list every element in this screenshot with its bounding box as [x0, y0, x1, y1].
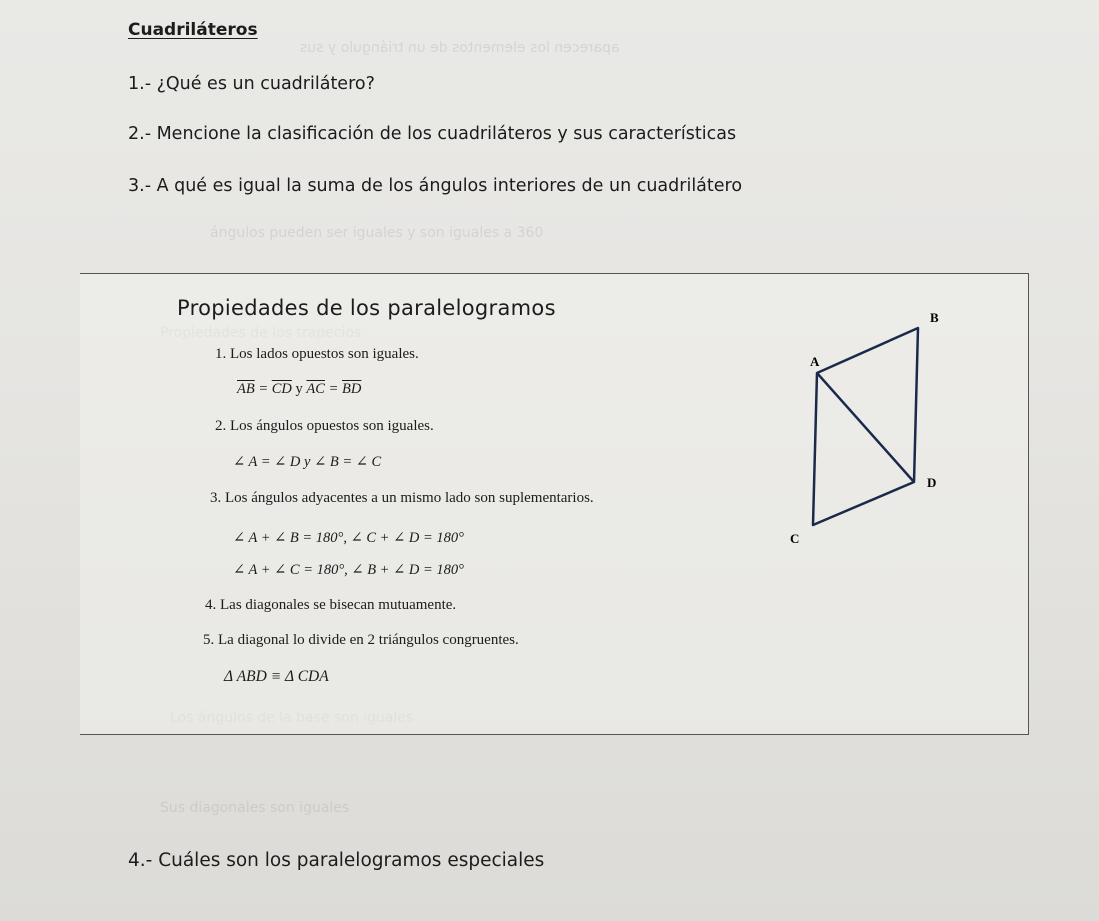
property-1-equation — [237, 381, 361, 398]
property-5-equation: Δ ABD ≡ Δ CDA — [224, 668, 329, 685]
diagonal-ad — [817, 373, 914, 482]
vertex-label-d: D — [927, 475, 937, 490]
equals-sign: = — [254, 381, 272, 397]
bleed-through-text: Sus diagonales son iguales — [160, 800, 350, 816]
segment-bd: $\overline{BD}$ — [342, 381, 362, 397]
segment-ac: $\overline{AC}$ — [306, 381, 325, 397]
page-title: Cuadriláteros — [128, 20, 258, 40]
property-3: 3. Los ángulos adyacentes a un mismo lado son suplementarios. — [210, 490, 594, 506]
question-3: 3.- A qué es igual la suma de los ángulos interiores de un cuadrilátero — [128, 176, 743, 196]
segment-ab: $\overline{AB}$ — [237, 381, 255, 397]
vertex-label-b: B — [930, 310, 939, 325]
property-4: 4. Las diagonales se bisecan mutuamente. — [205, 597, 457, 613]
question-4: 4.- Cuáles son los paralelogramos especiales — [128, 850, 545, 871]
property-3-equation-1: ∠ A + ∠ B = 180°, ∠ C + ∠ D = 180° — [233, 530, 464, 546]
property-2: 2. Los ángulos opuestos son iguales. — [215, 418, 434, 434]
property-3-equation-2: ∠ A + ∠ C = 180°, ∠ B + ∠ D = 180° — [233, 562, 464, 578]
conjunction-y: y — [291, 381, 307, 397]
bleed-through-text: ángulos pueden ser iguales y son iguales a 360 — [210, 225, 544, 241]
question-2: 2.- Mencione la clasificación de los cuadriláteros y sus características — [128, 124, 737, 144]
properties-heading: Propiedades de los paralelogramos — [177, 296, 556, 320]
vertex-label-a: A — [810, 354, 820, 369]
property-2-equation: ∠ A = ∠ D y ∠ B = ∠ C — [233, 454, 382, 470]
vertex-label-c: C — [790, 531, 800, 546]
parallelogram-diagram — [780, 300, 950, 560]
question-1: 1.- ¿Qué es un cuadrilátero? — [128, 74, 375, 94]
property-1: 1. Los lados opuestos son iguales. — [215, 346, 419, 362]
segment-cd: $\overline{CD}$ — [271, 381, 292, 397]
bleed-through-text: aparecen los elementos de un triángulo y sus — [300, 40, 620, 56]
equals-sign: = — [324, 381, 342, 397]
property-5: 5. La diagonal lo divide en 2 triángulos congruentes. — [203, 632, 519, 648]
